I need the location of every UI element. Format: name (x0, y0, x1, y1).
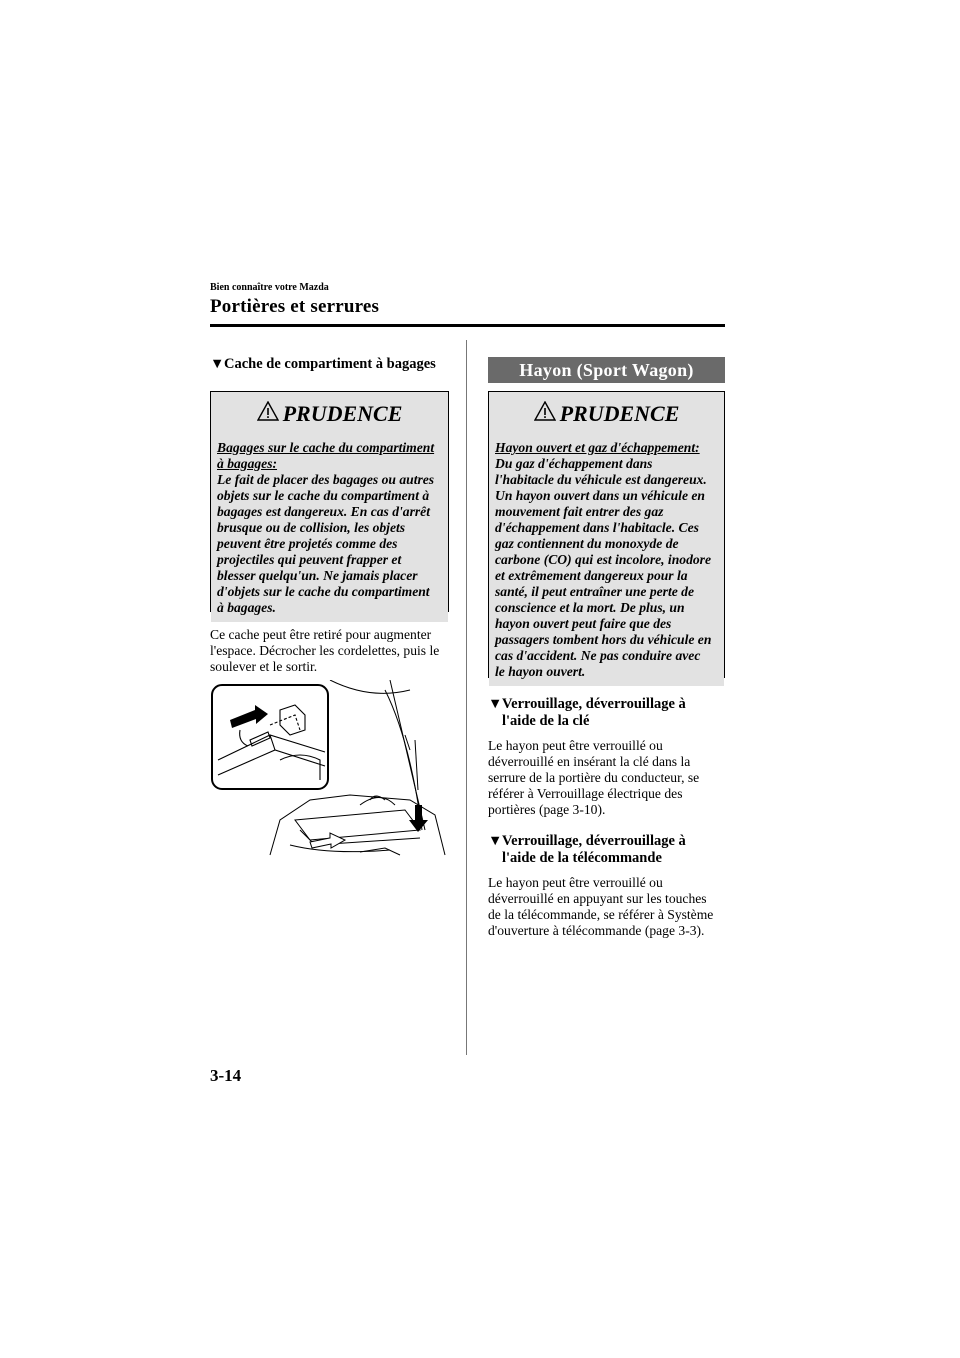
paragraph-line: Ce cache peut être retiré pour augmenter (210, 627, 432, 642)
caution-text-line: bagages est dangereux. En cas d'arrêt (217, 504, 430, 519)
caution-heading-line: Bagages sur le cache du compartiment (217, 440, 435, 455)
paragraph-line: déverrouillé en insérant la clé dans la (488, 754, 691, 769)
subheading-text: l'aide de la clé (502, 713, 590, 729)
page-title: Portières et serrures (210, 296, 380, 317)
triangle-down-icon: ▼ (488, 833, 503, 849)
caution-text-line: blesser quelqu'un. Ne jamais placer (217, 568, 418, 583)
title-rule (210, 324, 725, 327)
paragraph-line: soulever et le sortir. (210, 659, 318, 674)
remote-lock-paragraph (488, 875, 728, 939)
paragraph-line: référer à Verrouillage électrique des (488, 786, 683, 801)
caution-text-line: passagers tombent hors du véhicule en (495, 632, 712, 647)
caution-text-line: mouvement fait entrer des gaz (495, 504, 664, 519)
caution-label: PRUDENCE (282, 401, 403, 426)
subheading-text: Verrouillage, déverrouillage à (502, 696, 686, 712)
caution-text-line: d'échappement dans l'habitacle. Ces (495, 520, 699, 535)
caution-heading-line: à bagages: (217, 456, 278, 471)
caution-text-line: et extrêmement dangereux pour la (495, 568, 688, 583)
breadcrumb: Bien connaître votre Mazda (210, 282, 329, 293)
caution-text-line: projectiles qui peuvent frapper et (217, 552, 402, 567)
key-lock-paragraph (488, 738, 728, 818)
section-title-bar: Hayon (Sport Wagon) (488, 357, 725, 383)
page-number: 3-14 (210, 1066, 242, 1085)
caution-body (489, 436, 724, 686)
caution-text-line: l'habitacle du véhicule est dangereux. (495, 472, 707, 487)
triangle-down-icon: ▼ (488, 696, 503, 712)
caution-text-line: d'objets sur le cache du compartiment (217, 584, 430, 599)
subheading-remote-lock (488, 833, 728, 867)
paragraph-line: Le hayon peut être verrouillé ou (488, 875, 663, 890)
caution-text-line: carbone (CO) qui est incolore, inodore (495, 552, 711, 567)
caution-text-line: gaz contiennent du monoxyde de (495, 536, 679, 551)
paragraph-line: déverrouillé en appuyant sur les touches (488, 891, 707, 906)
caution-header (211, 392, 448, 436)
paragraph-line: de la télécommande, se référer à Système (488, 907, 714, 922)
caution-text-line: brusque ou de collision, les objets (217, 520, 406, 535)
caution-body (211, 436, 448, 622)
column-divider (466, 340, 467, 1055)
subheading-text: l'aide de la télécommande (502, 850, 662, 866)
paragraph-line: serrure de la portière du conducteur, se (488, 770, 700, 785)
subheading-text: Cache de compartiment à bagages (224, 356, 436, 372)
caution-text-line: objets sur le cache du compartiment à (217, 488, 430, 503)
caution-text-line: peuvent être projetés comme des (217, 536, 398, 551)
subheading-luggage-cover (210, 356, 460, 373)
caution-text-line: santé, il peut entraîner une perte de (495, 584, 695, 599)
caution-text-line: conscience et la mort. De plus, un (495, 600, 685, 615)
paragraph-line: portières (page 3-10). (488, 802, 606, 817)
caution-text-line: Un hayon ouvert dans un véhicule en (495, 488, 705, 503)
subheading-text: Verrouillage, déverrouillage à (502, 833, 686, 849)
caution-text-line: hayon ouvert peut faire que des (495, 616, 672, 631)
triangle-down-icon: ▼ (210, 356, 225, 372)
caution-text-line: cas d'accident. Ne pas conduire avec (495, 648, 701, 663)
caution-header (489, 392, 724, 436)
caution-text-line: Du gaz d'échappement dans (495, 456, 653, 471)
warning-triangle-icon (534, 401, 556, 421)
caution-label: PRUDENCE (559, 401, 680, 426)
paragraph-line: Le hayon peut être verrouillé ou (488, 738, 663, 753)
caution-text-line: à bagages. (217, 600, 276, 615)
luggage-cover-illustration (210, 680, 452, 860)
caution-box-tailgate (488, 391, 725, 678)
luggage-cover-paragraph (210, 627, 460, 675)
warning-triangle-icon (257, 401, 279, 421)
caution-heading-line: Hayon ouvert et gaz d'échappement: (495, 440, 700, 455)
caution-text-line: Le fait de placer des bagages ou autres (217, 472, 435, 487)
caution-box-luggage (210, 391, 449, 615)
paragraph-line: d'ouverture à télécommande (page 3-3). (488, 923, 705, 938)
paragraph-line: l'espace. Décrocher les cordelettes, puis le (210, 643, 440, 658)
subheading-key-lock (488, 696, 728, 730)
caution-text-line: le hayon ouvert. (495, 664, 586, 679)
